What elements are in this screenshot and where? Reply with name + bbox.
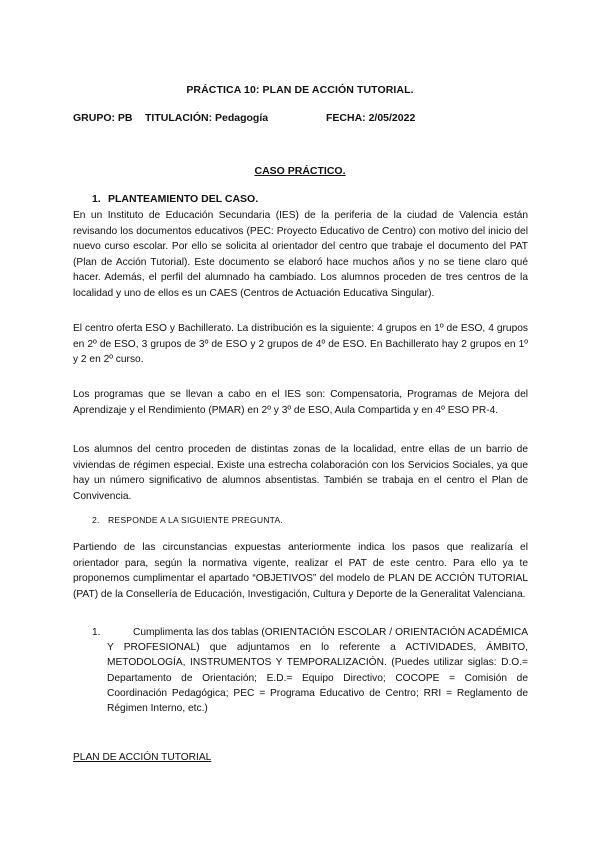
footer-heading: PLAN DE ACCIÓN TUTORIAL [73, 752, 212, 763]
degree-label: TITULACIÓN: Pedagogía [145, 112, 269, 124]
task-text: Cumplimenta las dos tablas (ORIENTACIÓN ESCOLAR / ORIENTACIÓN ACADÉMICA Y PROFESIONAL) que adjuntamos en lo referente a ACTIVIDADES, ÁMBITO, METODOLOGÍA, INSTRUMENTOS Y TEMPORALIZACIÓN. (Puedes utilizar siglas: D.O.= Departamento de Orientación; E.D.= Equipo Directivo; COCOPE = Comisión de Coordinación Pedagógica; PEC = Programa Educativo de Centro; RRI = Reglamento de Régimen Interno, etc.) [107, 627, 528, 715]
paragraph: En un Instituto de Educación Secundaria (IES) de la periferia de la ciudad de Valencia están revisando los documentos educativos (PEC: Proyecto Educativo de Centro) con motivo del inicio del nuevo curso escolar. Por ello se solicita al orientador del centro que trabaje el documento del PAT (Plan de Acción Tutorial). Este documento se elaboró hace muchos años y no se tiene claro qué hacer. Además, el perfil del alumnado ha cambiado. Los alumnos proceden de tres centros de la localidad y uno de ellos es un CAES (Centros de Actuación Educativa Singular). [73, 210, 528, 299]
section-heading-text: PLANTEAMIENTO DEL CASO. [108, 193, 259, 205]
section-number: 1. [92, 193, 101, 205]
question-paragraph: Partiendo de las circunstancias expuestas anteriormente indica los pasos que realizaría el orientador para, según la normativa vigente, realizar el PAT de este centro. Para ello ya te proponemos cumplimentar el apartado “OBJETIVOS” del modelo de PLAN DE ACCIÓN TUTORIAL (PAT) de la Consellería de Educación, Investigación, Cultura y Deporte de la Generalitat Valenciana. [73, 542, 528, 600]
section-heading-text: RESPONDE A LA SIGUIENTE PREGUNTA. [108, 515, 284, 525]
group-label: GRUPO: PB [73, 112, 133, 124]
date-label: FECHA: 2/05/2022 [326, 112, 416, 124]
task-number: 1. [92, 627, 101, 638]
paragraph: El centro oferta ESO y Bachillerato. La distribución es la siguiente: 4 grupos en 1º de ESO, 4 grupos en 2º de ESO, 3 grupos de 3º de ESO y 2 grupos de 4º de ESO. En Bachillerato hay 2 grupos en 1º y 2 en 2º curso. [73, 323, 528, 366]
paragraph: Los programas que se llevan a cabo en el IES son: Compensatoria, Programas de Mejora del Aprendizaje y el Rendimiento (PMAR) en 2º y 3º de ESO, Aula Compartida y en 4º ESO PR-4. [73, 389, 528, 416]
case-title-text: CASO PRÁCTICO. [254, 165, 346, 177]
case-title [0, 165, 600, 177]
document-title: PRÁCTICA 10: PLAN DE ACCIÓN TUTORIAL. [186, 84, 414, 96]
section-number: 2. [92, 515, 100, 525]
paragraph: Los alumnos del centro proceden de distintas zonas de la localidad, entre ellas de un barrio de viviendas de régimen especial. Existe una estrecha colaboración con los Servicios Sociales, ya que hay un número significativo de alumnos absentistas. También se trabaja en el centro el Plan de Convivencia. [73, 444, 528, 502]
